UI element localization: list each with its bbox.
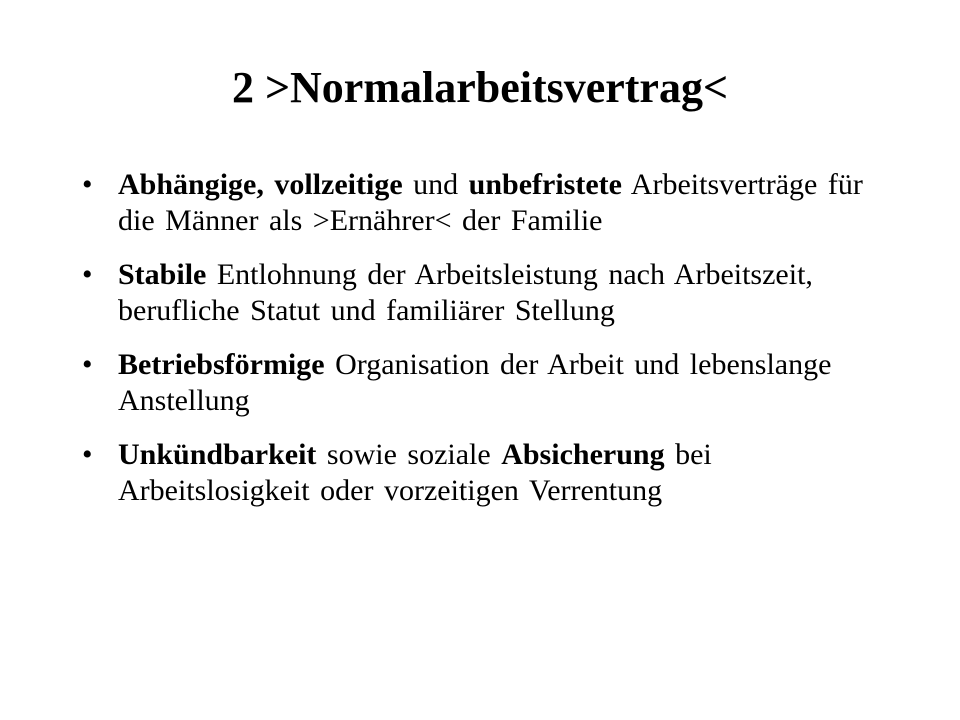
bullet-plain-text: Entlohnung der Arbeitsleistung nach Arbeitszeit, berufliche Statut und familiärer Stellung bbox=[118, 258, 813, 327]
bullet-list bbox=[80, 167, 880, 527]
bullet-plain-text: und bbox=[402, 168, 469, 201]
bullet-item bbox=[80, 167, 880, 239]
bullet-item bbox=[80, 257, 880, 329]
bullet-bold-text: Abhängige, vollzeitige bbox=[118, 168, 403, 201]
bullet-item bbox=[80, 347, 880, 419]
bullet-dot-icon: • bbox=[82, 438, 93, 471]
bullet-plain-text: bei Arbeitslosigkeit oder vorzeitigen Verrentung bbox=[118, 438, 712, 507]
bullet-item bbox=[80, 437, 880, 509]
bullet-bold-text: Stabile bbox=[118, 258, 207, 291]
bullet-dot-icon: • bbox=[82, 348, 93, 381]
bullet-text bbox=[118, 348, 831, 417]
bullet-text bbox=[118, 438, 712, 507]
bullet-bold-text: Betriebsförmige bbox=[118, 348, 325, 381]
bullet-bold-text: Absicherung bbox=[501, 438, 665, 471]
bullet-plain-text: Arbeitsverträge für die Männer als >Ernährer< der Familie bbox=[118, 168, 863, 237]
bullet-plain-text: Organisation der Arbeit und lebenslange Anstellung bbox=[118, 348, 832, 417]
bullet-bold-text: unbefristete bbox=[468, 168, 622, 201]
bullet-dot-icon: • bbox=[82, 258, 93, 291]
bullet-plain-text: sowie soziale bbox=[316, 438, 502, 471]
bullet-dot-icon: • bbox=[82, 168, 93, 201]
bullet-bold-text: Unkündbarkeit bbox=[118, 438, 317, 471]
bullet-text bbox=[118, 168, 863, 237]
bullet-text bbox=[118, 258, 813, 327]
slide-title: 2 >Normalarbeitsvertrag< bbox=[231, 63, 729, 112]
